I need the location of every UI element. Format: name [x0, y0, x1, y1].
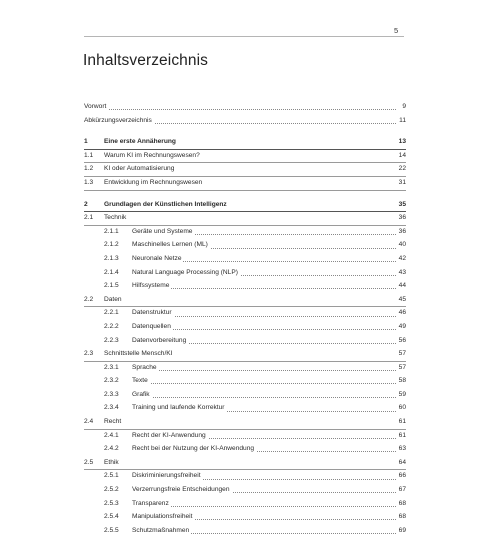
toc-entry-page: 36: [397, 226, 406, 239]
toc-entry-page: 69: [397, 525, 406, 538]
toc-entry[interactable]: [84, 177, 406, 191]
toc-entry-number: 2: [84, 200, 88, 208]
toc-entry-page: 63: [397, 443, 406, 456]
toc-entry-title: Maschinelles Lernen (ML): [132, 239, 210, 252]
toc-entry-page: 57: [397, 362, 406, 375]
dot-leader: [132, 397, 396, 398]
toc-entry-page: 31: [397, 177, 406, 190]
page-number: 5: [394, 26, 399, 35]
toc-entry-page: 61: [397, 430, 406, 443]
toc-entry-number: 2.5.1: [104, 472, 119, 480]
toc-entry-page: 68: [397, 498, 406, 511]
toc-entry[interactable]: [84, 280, 406, 294]
toc-entry[interactable]: [84, 321, 406, 335]
toc-entry-number: 2.5: [84, 458, 94, 466]
toc-entry-page: 11: [397, 115, 406, 128]
page-title: Inhaltsverzeichnis: [83, 52, 208, 69]
toc-entry-page: 61: [397, 416, 406, 429]
toc-entry-number: 2.3.2: [104, 377, 119, 385]
toc-entry-title: Abkürzungsverzeichnis: [84, 115, 154, 128]
toc-entry[interactable]: [84, 226, 406, 240]
toc-entry-number: 2.5.3: [104, 499, 119, 507]
toc-entry[interactable]: [84, 163, 406, 177]
toc-entry-title: Schnittstelle Mensch/KI: [104, 348, 175, 361]
toc-entry-page: 64: [397, 457, 406, 470]
header-rule: [84, 36, 404, 37]
toc-entry-number: 2.1.4: [104, 268, 119, 276]
dot-leader: [132, 288, 396, 289]
toc-entry[interactable]: [84, 402, 406, 416]
toc-entry-number: 2.1: [84, 214, 94, 222]
dot-leader: [84, 109, 396, 110]
toc-entry-page: 13: [397, 136, 406, 149]
toc-entry[interactable]: [84, 362, 406, 376]
toc-entry-page: 49: [397, 321, 406, 334]
toc-entry-number: 2.5.5: [104, 526, 119, 534]
toc-entry-title: Ethik: [104, 457, 121, 470]
toc-entry[interactable]: [84, 443, 406, 457]
toc-entry-title: Grundlagen der Künstlichen Intelligenz: [104, 199, 229, 212]
toc-entry-title: Datenstruktur: [132, 307, 174, 320]
toc-entry-page: 44: [397, 280, 406, 293]
toc-entry[interactable]: [84, 335, 406, 349]
toc-entry-number: 2.3.3: [104, 390, 119, 398]
toc-entry-page: 45: [397, 294, 406, 307]
toc-entry[interactable]: [84, 253, 406, 267]
toc-entry-number: 2.1.1: [104, 227, 119, 235]
toc-entry-number: 2.3.1: [104, 363, 119, 371]
toc-entry-page: 56: [397, 335, 406, 348]
toc-entry-title: Hilfssysteme: [132, 280, 171, 293]
toc-entry-title: Recht der KI-Anwendung: [132, 430, 208, 443]
toc-entry-page: 35: [397, 199, 406, 212]
toc-entry[interactable]: [84, 101, 406, 115]
toc-entry-title: Entwicklung im Rechnungswesen: [104, 177, 204, 190]
toc-entry-title: Daten: [104, 294, 124, 307]
toc-entry[interactable]: [84, 294, 406, 308]
toc-entry-title: Warum KI im Rechnungswesen?: [104, 150, 202, 163]
toc-entry[interactable]: [84, 470, 406, 484]
toc-entry-page: 60: [397, 402, 406, 415]
toc-entry-title: KI oder Automatisierung: [104, 163, 176, 176]
toc-entry[interactable]: [84, 239, 406, 253]
toc-entry-title: Natural Language Processing (NLP): [132, 267, 240, 280]
toc-entry-number: 1.1: [84, 151, 94, 159]
toc-entry[interactable]: [84, 484, 406, 498]
toc-entry-title: Manipulationsfreiheit: [132, 511, 194, 524]
toc-entry-page: 58: [397, 375, 406, 388]
toc-entry-title: Transparenz: [132, 498, 171, 511]
toc-entry[interactable]: [84, 136, 406, 150]
toc-entry-title: Schutzmaßnahmen: [132, 525, 191, 538]
toc-entry-number: 2.1.2: [104, 241, 119, 249]
toc-entry[interactable]: [84, 511, 406, 525]
toc-entry-page: 68: [397, 511, 406, 524]
toc-entry-number: 2.4.2: [104, 445, 119, 453]
toc-entry-title: Recht bei der Nutzung der KI-Anwendung: [132, 443, 256, 456]
toc-entry[interactable]: [84, 115, 406, 129]
toc-entry-number: 1.3: [84, 178, 94, 186]
toc-entry-title: Recht: [104, 416, 123, 429]
toc-entry-number: 2.1.3: [104, 254, 119, 262]
toc-entry-title: Datenvorbereitung: [132, 335, 188, 348]
toc-entry[interactable]: [84, 430, 406, 444]
toc-entry-page: 59: [397, 389, 406, 402]
toc-entry-title: Verzerrungsfreie Entscheidungen: [132, 484, 232, 497]
toc-entry-number: 2.3.4: [104, 404, 119, 412]
toc-entry[interactable]: [84, 212, 406, 226]
toc-entry[interactable]: [84, 150, 406, 164]
toc-entry-page: 42: [397, 253, 406, 266]
toc-entry[interactable]: [84, 267, 406, 281]
toc-entry-title: Sprache: [132, 362, 159, 375]
table-of-contents: [84, 101, 406, 538]
toc-entry[interactable]: [84, 525, 406, 538]
toc-entry[interactable]: [84, 457, 406, 471]
toc-entry-page: 57: [397, 348, 406, 361]
toc-entry-title: Training und laufende Korrektur: [132, 402, 227, 415]
toc-entry-number: 2.4.1: [104, 431, 119, 439]
toc-entry-page: 66: [397, 470, 406, 483]
toc-entry-title: Datenquellen: [132, 321, 173, 334]
toc-entry-title: Diskriminierungsfreiheit: [132, 470, 203, 483]
toc-entry[interactable]: [84, 389, 406, 403]
toc-entry-number: 2.2: [84, 295, 94, 303]
toc-entry-page: 67: [397, 484, 406, 497]
toc-entry[interactable]: [84, 416, 406, 430]
toc-entry-number: 2.2.2: [104, 322, 119, 330]
toc-entry-title: Geräte und Systeme: [132, 226, 194, 239]
toc-entry-page: 40: [397, 239, 406, 252]
toc-entry-page: 14: [397, 150, 406, 163]
toc-entry-title: Technik: [104, 212, 128, 225]
toc-entry-title: Grafik: [132, 389, 152, 402]
toc-entry-page: 36: [397, 212, 406, 225]
toc-entry-title: Texte: [132, 375, 150, 388]
toc-entry[interactable]: [84, 348, 406, 362]
toc-entry[interactable]: [84, 375, 406, 389]
dot-leader: [132, 383, 396, 384]
toc-entry-number: 2.5.4: [104, 513, 119, 521]
toc-entry-number: 1.2: [84, 165, 94, 173]
toc-entry-page: 22: [397, 163, 406, 176]
toc-entry-number: 2.3: [84, 350, 94, 358]
toc-entry-title: Neuronale Netze: [132, 253, 183, 266]
toc-entry[interactable]: [84, 199, 406, 213]
dot-leader: [132, 506, 396, 507]
toc-entry-page: 46: [397, 307, 406, 320]
toc-entry-title: Vorwort: [84, 101, 108, 114]
toc-entry-page: 9: [400, 101, 406, 114]
toc-entry-number: 2.1.5: [104, 282, 119, 290]
toc-entry-number: 2.2.3: [104, 336, 119, 344]
toc-entry-number: 2.5.2: [104, 486, 119, 494]
toc-entry-number: 1: [84, 138, 88, 146]
toc-entry-title: Eine erste Annäherung: [104, 136, 178, 149]
toc-entry[interactable]: [84, 498, 406, 512]
toc-entry-number: 2.4: [84, 418, 94, 426]
toc-entry-number: 2.2.1: [104, 309, 119, 317]
toc-entry-page: 43: [397, 267, 406, 280]
toc-entry[interactable]: [84, 307, 406, 321]
dot-leader: [132, 370, 396, 371]
